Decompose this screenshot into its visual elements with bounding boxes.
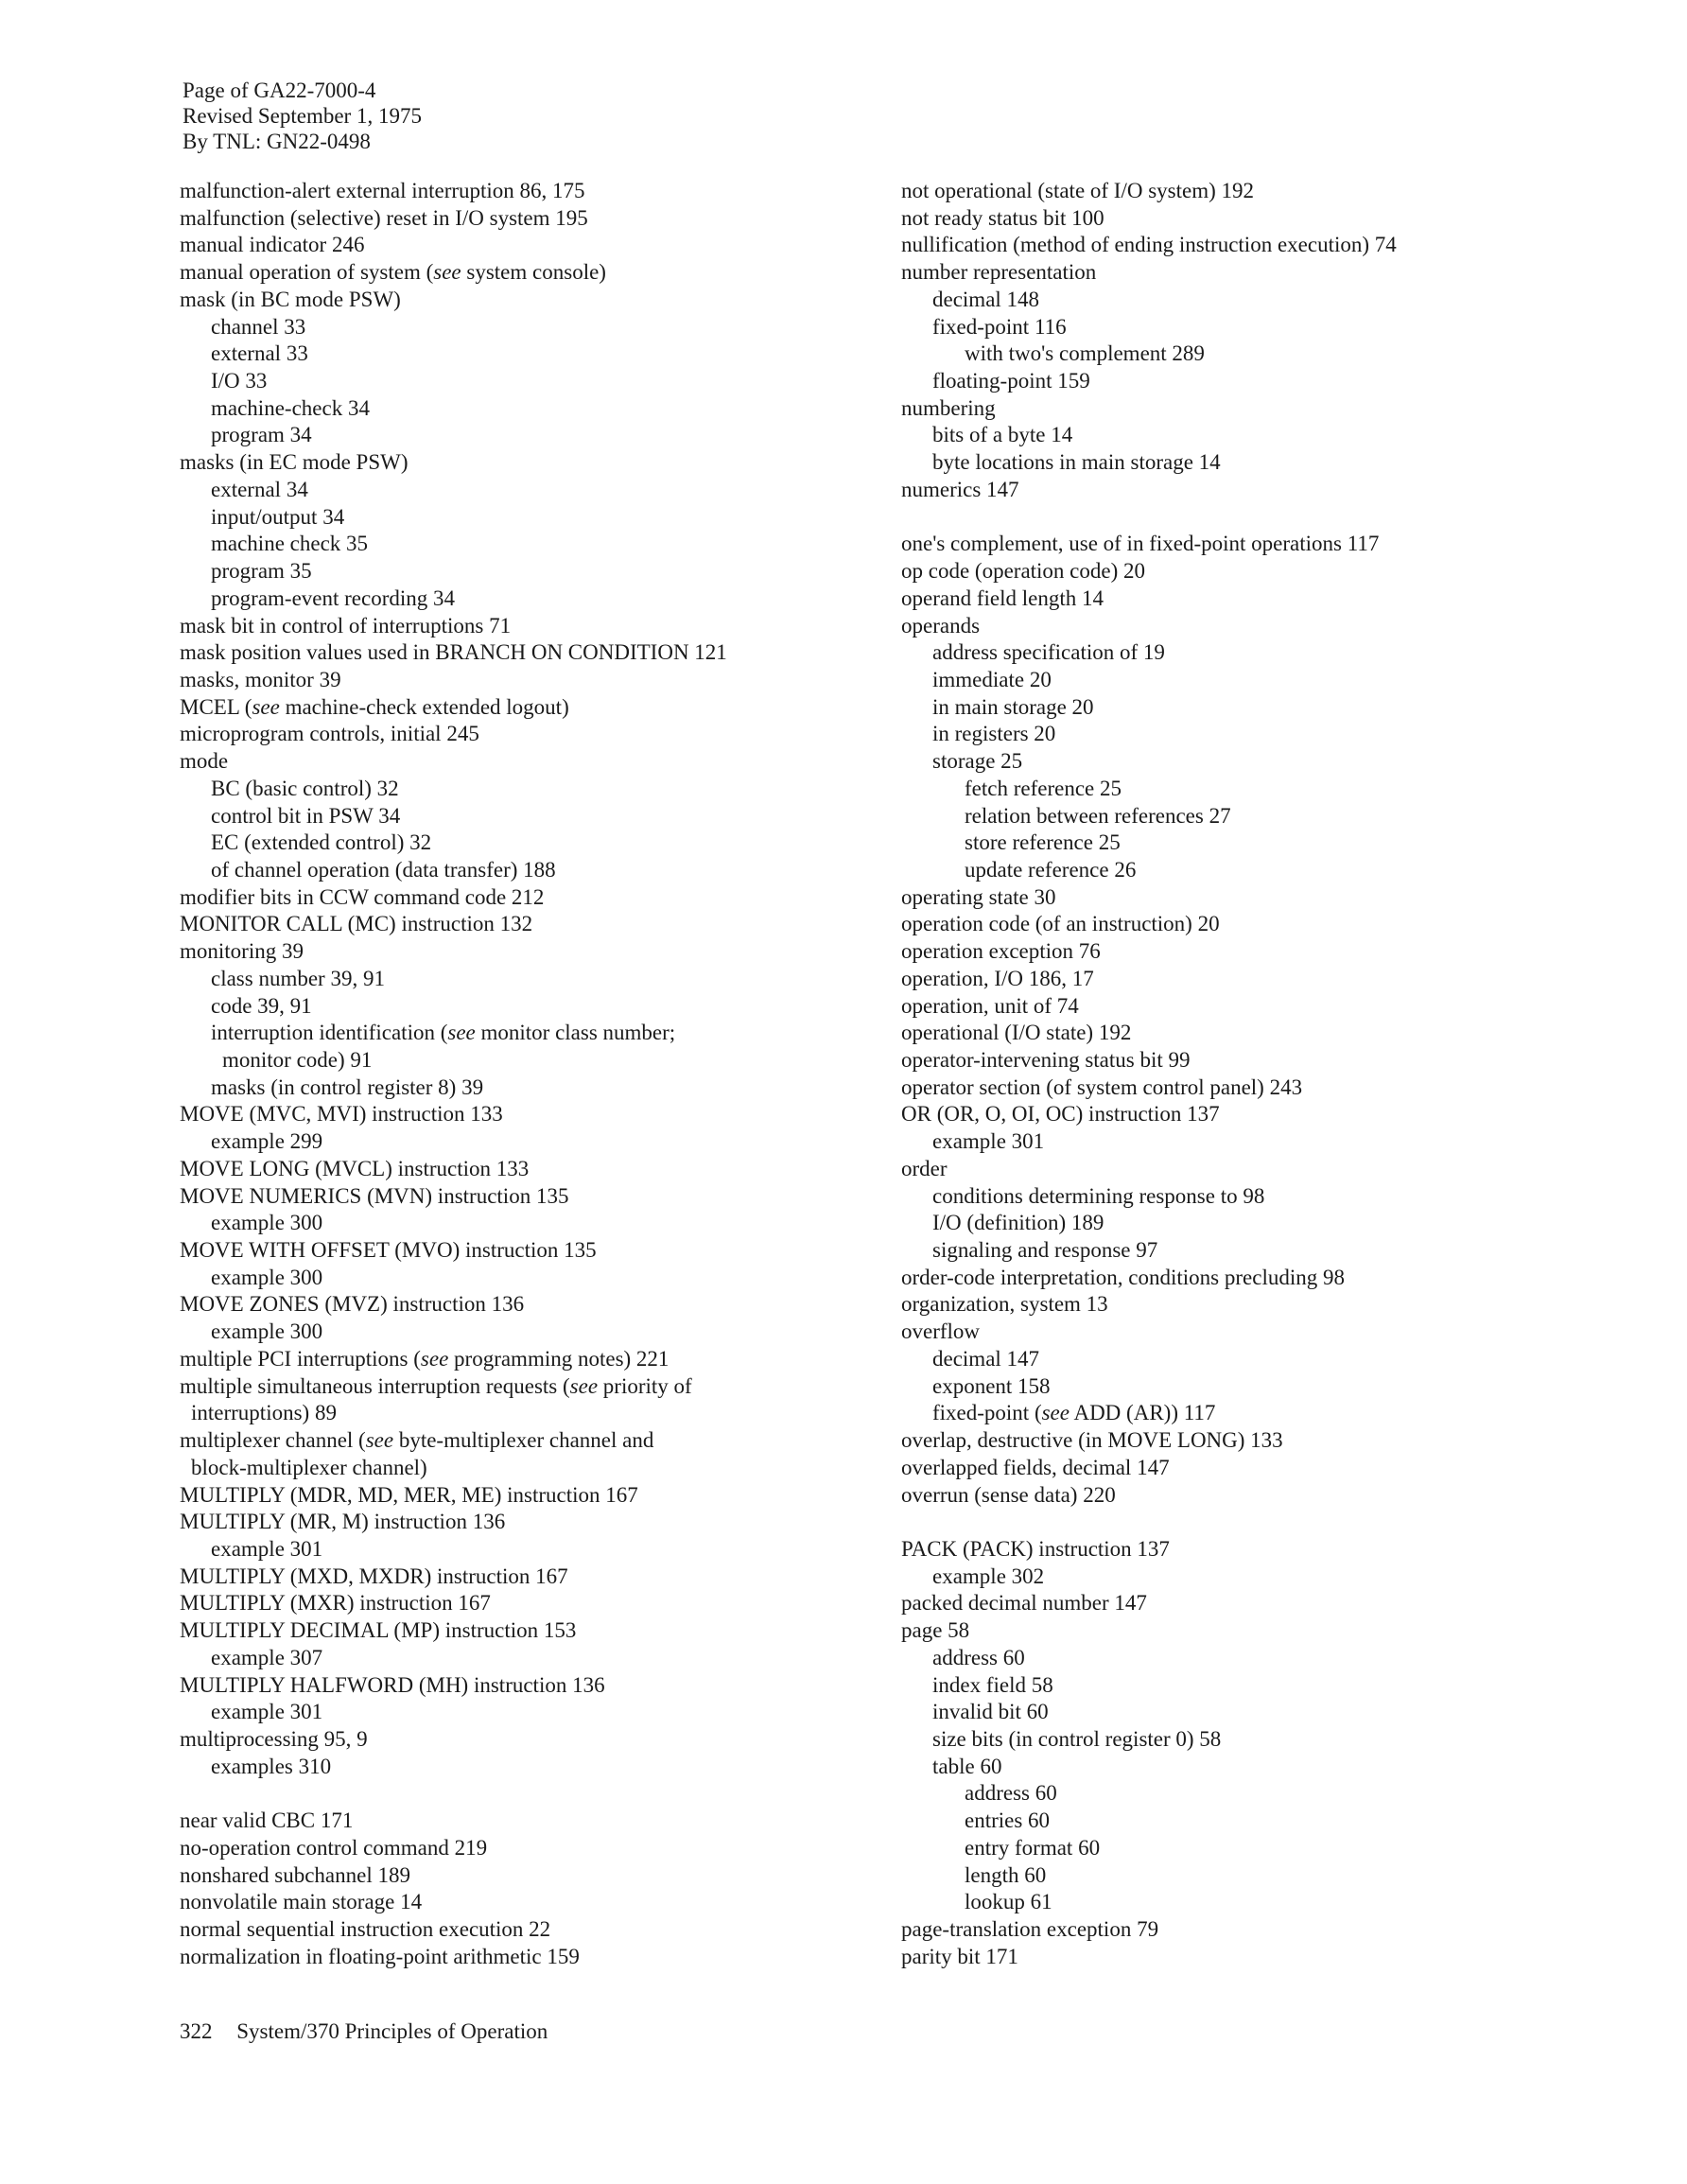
- entry-text: machine-check extended logout): [279, 694, 569, 719]
- index-subentry: update reference 26: [965, 857, 1137, 882]
- entry-text: fixed-point (: [932, 1401, 1042, 1425]
- index-entry: masks, monitor 39: [180, 667, 341, 691]
- index-entry: normalization in floating-point arithmetic 159: [180, 1944, 580, 1968]
- index-column-right: [901, 178, 1658, 1970]
- page-header: [183, 78, 422, 154]
- page-number: 322: [180, 2019, 213, 2043]
- see-reference: see: [569, 1373, 599, 1398]
- index-subentry: example 301: [932, 1129, 1045, 1154]
- entry-text: interruption identification (: [211, 1021, 448, 1045]
- index-subentry: [901, 1400, 1658, 1427]
- index-subentry: invalid bit 60: [932, 1700, 1049, 1724]
- index-subentry: relation between references 27: [965, 803, 1231, 828]
- index-subentry: machine check 35: [211, 532, 369, 556]
- index-entry: operation, I/O 186, 17: [901, 966, 1094, 990]
- index-subentry: program 35: [211, 559, 312, 584]
- index-entry: operational (I/O state) 192: [901, 1021, 1132, 1045]
- index-entry: one's complement, use of in fixed-point operations 117: [901, 532, 1380, 556]
- index-entry: number representation: [901, 260, 1097, 285]
- header-revision-date: Revised September 1, 1975: [183, 104, 422, 128]
- index-entry: malfunction-alert external interruption 86, 175: [180, 179, 585, 202]
- entry-text: priority of: [598, 1373, 692, 1398]
- entry-text: system console): [461, 260, 606, 285]
- index-subentry: with two's complement 289: [965, 341, 1205, 366]
- entry-text: manual operation of system (: [180, 260, 434, 285]
- index-subentry: address specification of 19: [932, 640, 1165, 665]
- entry-text: byte-multiplexer channel and: [393, 1428, 654, 1453]
- index-subentry: [180, 1020, 842, 1047]
- index-entry: PACK (PACK) instruction 137: [901, 1536, 1170, 1561]
- index-entry: [180, 1427, 842, 1455]
- index-entry: MULTIPLY HALFWORD (MH) instruction 136: [180, 1672, 605, 1697]
- index-subentry: address 60: [932, 1645, 1025, 1669]
- index-entry: operation exception 76: [901, 939, 1101, 964]
- index-subentry: machine-check 34: [211, 395, 370, 420]
- index-entry: malfunction (selective) reset in I/O system 195: [180, 205, 588, 230]
- index-entry: MULTIPLY (MDR, MD, MER, ME) instruction 167: [180, 1482, 638, 1507]
- index-subentry: program-event recording 34: [211, 585, 456, 610]
- index-subentry: storage 25: [932, 749, 1023, 774]
- index-subentry: example 300: [211, 1265, 323, 1289]
- index-entry: mask bit in control of interruptions 71: [180, 613, 512, 638]
- index-entry: overrun (sense data) 220: [901, 1482, 1116, 1507]
- index-entry: masks (in EC mode PSW): [180, 450, 409, 475]
- index-subentry: input/output 34: [211, 504, 345, 529]
- index-subentry: example 300: [211, 1319, 323, 1344]
- index-subentry: decimal 147: [932, 1346, 1040, 1371]
- index-subentry: example 302: [932, 1564, 1045, 1588]
- index-entry: op code (operation code) 20: [901, 559, 1146, 584]
- index-entry: manual indicator 246: [180, 233, 365, 257]
- index-subentry: example 301: [211, 1536, 323, 1561]
- index-entry: MOVE WITH OFFSET (MVO) instruction 135: [180, 1238, 597, 1263]
- index-subentry: decimal 148: [932, 287, 1040, 311]
- index-subentry: immediate 20: [932, 667, 1052, 691]
- index-entry: microprogram controls, initial 245: [180, 722, 479, 746]
- index-entry: MOVE ZONES (MVZ) instruction 136: [180, 1292, 525, 1317]
- index-entry: nonshared subchannel 189: [180, 1862, 410, 1887]
- page-footer: [180, 2018, 548, 2045]
- see-reference: see: [1041, 1401, 1070, 1425]
- index-group-gap: [901, 504, 1658, 532]
- index-subentry: in main storage 20: [932, 694, 1094, 719]
- index-subentry: in registers 20: [932, 722, 1056, 746]
- entry-text: MCEL (: [180, 694, 252, 719]
- index-entry: operands: [901, 613, 981, 638]
- header-tnl: By TNL: GN22-0498: [183, 130, 371, 153]
- index-subentry: size bits (in control register 0) 58: [932, 1726, 1222, 1751]
- publication-title: System/370 Principles of Operation: [236, 2019, 548, 2043]
- index-subentry: code 39, 91: [211, 993, 312, 1018]
- index-entry: organization, system 13: [901, 1292, 1108, 1317]
- index-subentry: example 301: [211, 1700, 323, 1724]
- entry-text: monitor class number;: [475, 1021, 676, 1045]
- see-reference: see: [420, 1346, 449, 1371]
- index-entry: operation, unit of 74: [901, 993, 1079, 1018]
- index-subentry: external 33: [211, 341, 308, 366]
- index-entry: multiprocessing 95, 9: [180, 1726, 368, 1751]
- index-entry: MOVE LONG (MVCL) instruction 133: [180, 1156, 530, 1180]
- index-entry: modifier bits in CCW command code 212: [180, 884, 545, 909]
- index-entry: near valid CBC 171: [180, 1808, 354, 1833]
- entry-text: multiplexer channel (: [180, 1428, 366, 1453]
- index-subentry: entries 60: [965, 1808, 1051, 1833]
- index-subentry: lookup 61: [965, 1890, 1052, 1914]
- index-subentry: I/O (definition) 189: [932, 1211, 1104, 1235]
- index-entry: no-operation control command 219: [180, 1835, 488, 1860]
- index-entry: overflow: [901, 1319, 981, 1344]
- index-entry: packed decimal number 147: [901, 1591, 1147, 1616]
- index-entry: overlap, destructive (in MOVE LONG) 133: [901, 1428, 1283, 1453]
- index-entry: operating state 30: [901, 884, 1056, 909]
- index-entry: MONITOR CALL (MC) instruction 132: [180, 912, 533, 936]
- index-group-gap: [901, 1509, 1658, 1536]
- index-entry: [180, 1346, 842, 1373]
- index-entry: mode: [180, 749, 229, 774]
- entry-text: multiple simultaneous interruption requests (: [180, 1373, 570, 1398]
- index-entry: monitoring 39: [180, 939, 304, 964]
- index-entry: nonvolatile main storage 14: [180, 1890, 423, 1914]
- index-subentry: I/O 33: [211, 369, 268, 393]
- header-page-id: Page of GA22-7000-4: [183, 79, 376, 102]
- index-entry: page-translation exception 79: [901, 1917, 1159, 1941]
- index-subentry: external 34: [211, 477, 308, 501]
- index-entry-continuation: interruptions) 89: [191, 1401, 337, 1425]
- index-subentry: of channel operation (data transfer) 188: [211, 857, 556, 882]
- index-subentry: conditions determining response to 98: [932, 1183, 1265, 1208]
- index-entry: nullification (method of ending instruction execution) 74: [901, 233, 1397, 257]
- index-entry: OR (OR, O, OI, OC) instruction 137: [901, 1102, 1220, 1127]
- index-entry: operation code (of an instruction) 20: [901, 912, 1220, 936]
- index-entry-continuation: block-multiplexer channel): [191, 1455, 427, 1479]
- index-subentry: control bit in PSW 34: [211, 803, 401, 828]
- index-subentry: index field 58: [932, 1672, 1053, 1697]
- index-entry: operator-intervening status bit 99: [901, 1048, 1191, 1072]
- index-subentry: table 60: [932, 1754, 1002, 1778]
- entry-text: multiple PCI interruptions (: [180, 1346, 421, 1371]
- index-entry-continuation: monitor code) 91: [222, 1048, 373, 1072]
- index-entry: MULTIPLY (MR, M) instruction 136: [180, 1510, 506, 1534]
- index-entry: normal sequential instruction execution 22: [180, 1917, 551, 1941]
- index-subentry: EC (extended control) 32: [211, 830, 432, 855]
- index-entry: MOVE NUMERICS (MVN) instruction 135: [180, 1183, 569, 1208]
- index-subentry: example 307: [211, 1645, 323, 1669]
- index-entry: overlapped fields, decimal 147: [901, 1455, 1170, 1479]
- index-subentry: example 299: [211, 1129, 323, 1154]
- index-entry: parity bit 171: [901, 1944, 1018, 1968]
- index-entry: operand field length 14: [901, 585, 1104, 610]
- index-entry: not ready status bit 100: [901, 205, 1104, 230]
- entry-text: ADD (AR)) 117: [1069, 1401, 1216, 1425]
- index-entry: MULTIPLY (MXD, MXDR) instruction 167: [180, 1564, 568, 1588]
- see-reference: see: [433, 260, 461, 285]
- index-entry: order-code interpretation, conditions precluding 98: [901, 1265, 1345, 1289]
- index-subentry: store reference 25: [965, 830, 1121, 855]
- index-entry: MULTIPLY DECIMAL (MP) instruction 153: [180, 1618, 577, 1643]
- index-column-left: [180, 178, 842, 1970]
- index-entry: [180, 694, 842, 722]
- entry-text: programming notes) 221: [448, 1346, 670, 1371]
- index-subentry: examples 310: [211, 1754, 332, 1778]
- index-subentry: fetch reference 25: [965, 776, 1122, 800]
- index-subentry: fixed-point 116: [932, 314, 1067, 339]
- index-entry: MOVE (MVC, MVI) instruction 133: [180, 1102, 503, 1127]
- index-entry: [180, 259, 842, 287]
- index-entry: mask (in BC mode PSW): [180, 287, 401, 311]
- index-subentry: example 300: [211, 1211, 323, 1235]
- index-subentry: exponent 158: [932, 1373, 1051, 1398]
- index-subentry: floating-point 159: [932, 369, 1090, 393]
- index-subentry: address 60: [965, 1781, 1057, 1806]
- index-entry: operator section (of system control panel) 243: [901, 1075, 1303, 1099]
- index-entry: page 58: [901, 1618, 970, 1643]
- index-entry: not operational (state of I/O system) 192: [901, 179, 1255, 202]
- index-subentry: byte locations in main storage 14: [932, 450, 1221, 475]
- index-subentry: program 34: [211, 423, 312, 447]
- index-entry: numerics 147: [901, 477, 1019, 501]
- index-entry: MULTIPLY (MXR) instruction 167: [180, 1591, 491, 1616]
- index-entry: order: [901, 1156, 948, 1180]
- index-entry: mask position values used in BRANCH ON CONDITION 121: [180, 640, 727, 665]
- index-entry: [180, 1373, 842, 1401]
- index-subentry: class number 39, 91: [211, 966, 385, 990]
- see-reference: see: [447, 1021, 476, 1045]
- index-entry: numbering: [901, 395, 996, 420]
- index-subentry: entry format 60: [965, 1835, 1101, 1860]
- index-subentry: masks (in control register 8) 39: [211, 1075, 484, 1099]
- see-reference: see: [365, 1428, 394, 1453]
- index-subentry: length 60: [965, 1862, 1047, 1887]
- index-subentry: channel 33: [211, 314, 306, 339]
- index-subentry: BC (basic control) 32: [211, 776, 399, 800]
- index-subentry: bits of a byte 14: [932, 423, 1073, 447]
- see-reference: see: [252, 694, 280, 719]
- index-subentry: signaling and response 97: [932, 1238, 1158, 1263]
- index-group-gap: [180, 1780, 842, 1808]
